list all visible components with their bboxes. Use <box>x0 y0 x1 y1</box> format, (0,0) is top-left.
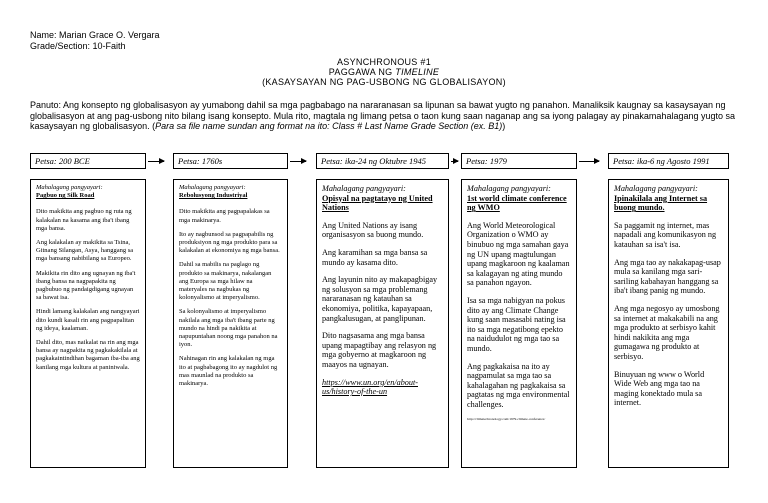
event-paragraph: Ang pagkakaisa na ito ay nagpamulat sa mga tao sa kahalagahan ng pagkakaisa sa pagtatas ng mga environmental challenges. <box>467 361 570 409</box>
event-heading: Mahalagang pangyayari: <box>614 184 698 193</box>
event-paragraph: Ito ay nagbunsod sa pagpapabilis ng produksiyon ng mga produkto para sa kalakalan at ekonomiya ng mga bansa. <box>179 230 280 255</box>
subtitle-italic: TIMELINE <box>395 67 440 77</box>
event-paragraph: Isa sa mga nabigyan na pokus dito ay ang Climate Change kung saan masasabi nating isa ito sa mga negatibong epekto na naidudulot ng mga tao sa mundo. <box>467 295 566 353</box>
event-paragraph: Dahil sa mabilis na paglago ng produkto sa makinarya, nakalangan ang Europa sa mga hilaw na materyales na nagbukas ng kolonyalismo at imperyalismo. <box>179 261 272 302</box>
assignment-topic: (KASAYSAYAN NG PAG-USBONG NG GLOBALISAYON) <box>262 77 506 87</box>
instructions-text: Panuto: Ang konsepto ng globalisasyon ay yumabong dahil sa mga pagbabago na nararanasan sa lipunan sa bawat yugto ng panahon. Manaliksik kaugnay sa kasaysayan ng globalisasyon at ang pag-usbong nito bilang isang konsepto. Mula rito, magtala ng limang petsa o taon kung saan naganap ang sa iyong palagay ay pinakamahalagang yugto sa kasaysayan ng globalisasyon. ( <box>30 100 735 131</box>
event-card-3 <box>316 179 449 468</box>
event-paragraph: Ang kalakalan ay makikita sa Tsina, Gitnang Silangan, Asya, hanggang sa mga bansang nabibilang sa Europeo. <box>36 239 134 263</box>
instructions-filename-format: Para sa file name sundan ang format na ito: Class # Last Name Grade Section (ex. B1) <box>155 121 503 131</box>
source-link[interactable]: http://climatechronology.com/1979-climate-conference/ <box>467 417 546 422</box>
event-paragraph: Ang United Nations ay isang organisasyon sa buong mundo. <box>322 220 424 240</box>
arrow-1 <box>148 161 164 162</box>
event-title: Rebolusyong Industriyal <box>179 192 248 200</box>
event-paragraph: Dito nagsasama ang mga bansa upang mapagtibay ang relasyon ng mga gobyerno at magkaroon ng maayos na ugnayan. <box>322 331 437 369</box>
assignment-title: ASYNCHRONOUS #1 <box>336 57 432 67</box>
event-paragraph: Nahinagan rin ang kalakalan ng mga ito at pagbabagong ito ay nagdulot ng mas maunlad na produkto sa makinarya. <box>179 355 278 388</box>
arrow-4 <box>579 161 599 162</box>
event-paragraph: Dahil dito, mas naikalat na rin ang mga bansa ay nagpakita ng pagkakakilala at pagkakaintindihan bagaman iba-iba ang kanilang mga kultura at paniniwala. <box>36 339 140 371</box>
event-card-5 <box>608 179 729 468</box>
event-heading: Mahalagang pangyayari: <box>322 184 406 193</box>
instructions-end: ) <box>502 121 506 131</box>
event-paragraph: Ang mga tao ay nakakapag-usap mula sa kanilang mga sari-sariling kabahayan hanggang sa iba't ibang panig ng mundo. <box>614 257 721 296</box>
event-paragraph: Sa kolonyalismo at imperyalismo nakilala ang mga iba't ibang parte ng mundo na hindi pa nakikita at napupuntahan noong mga panahon na iyon. <box>179 308 278 349</box>
event-paragraph: Ang World Meteorological Organization o WMO ay binubuo ng mga samahan gaya ng UN upang magtulungan upang magkaroon ng kaalaman sa kalagayan ng ating mundo sa panahon ngayon. <box>467 220 570 288</box>
petsa-box-5: Petsa: ika-6 ng Agosto 1991 <box>608 153 729 169</box>
arrow-2 <box>290 161 306 162</box>
event-paragraph: Dito makikita ang pagpapalakas sa mga makinarya. <box>179 208 270 224</box>
assignment-subtitle <box>0 67 768 77</box>
event-card-2 <box>173 179 288 468</box>
event-paragraph: Sa paggamit ng internet, mas napadali ang komunikasyon ng katauhan sa isa't isa. <box>614 220 717 249</box>
event-title: Opisyal na pagtatayo ng United Nations <box>322 193 433 213</box>
event-title: 1st world climate conference ng WMO <box>467 193 567 213</box>
event-paragraph: Ang layunin nito ay makapagbigay ng solusyon sa mga problemang nararanasan ng katauhan sa ekonomiya, politika, kapayapaan, pangkalusugan, at panglipunan. <box>322 275 438 323</box>
subtitle-prefix: PAGGAWA NG <box>328 67 396 77</box>
student-name: Name: Marian Grace O. Vergara <box>30 30 160 40</box>
petsa-box-4: Petsa: 1979 <box>461 153 577 169</box>
event-card-1 <box>30 179 146 468</box>
grade-section: Grade/Section: 10-Faith <box>30 41 126 51</box>
event-heading: Mahalagang pangyayari: <box>467 184 551 193</box>
event-paragraph: Binuyuan ng www o World Wide Web ang mga tao na maging konektado mula sa internet. <box>614 369 705 408</box>
instructions <box>30 100 755 132</box>
petsa-box-1: Petsa: 200 BCE <box>30 153 146 169</box>
event-paragraph: Ang karamihan sa mga bansa sa mundo ay kasama dito. <box>322 247 428 267</box>
event-heading: Mahalagang pangyayari: <box>179 184 246 191</box>
event-card-4 <box>461 179 577 468</box>
event-paragraph: Makikita rin dito ang ugnayan ng iba't ibang bansa na nagpapakita ng pagbubuo ng pandaigdigang ugnayan sa bawat isa. <box>36 269 136 302</box>
event-title: Pagbuo ng Silk Road <box>36 192 95 200</box>
event-heading: Mahalagang pangyayari: <box>36 184 103 191</box>
event-paragraph: Hindi lamang kalakalan ang nangyayari dito kundi kasali rin ang pagpapalitan ng ideya, kaalaman. <box>36 308 140 332</box>
source-link[interactable]: https://www.un.org/en/about-us/history-of-the-un <box>322 377 418 397</box>
petsa-box-3: Petsa: ika-24 ng Oktubre 1945 <box>316 153 449 169</box>
event-paragraph: Dito makikita ang pagbuo ng ruta ng kalakalan na kasama ang iba't ibang mga bansa. <box>36 208 132 232</box>
event-paragraph: Ang mga negosyo ay umosbong sa internet at makakabili na ang mga produkto at serbisyo kahit hindi nakikita ang mga gumagawa ng produkto at serbisyo. <box>614 303 720 361</box>
arrow-3 <box>451 161 458 162</box>
petsa-box-2: Petsa: 1760s <box>173 153 288 169</box>
event-title: Ipinakilala ang Internet sa buong mundo. <box>614 193 708 213</box>
